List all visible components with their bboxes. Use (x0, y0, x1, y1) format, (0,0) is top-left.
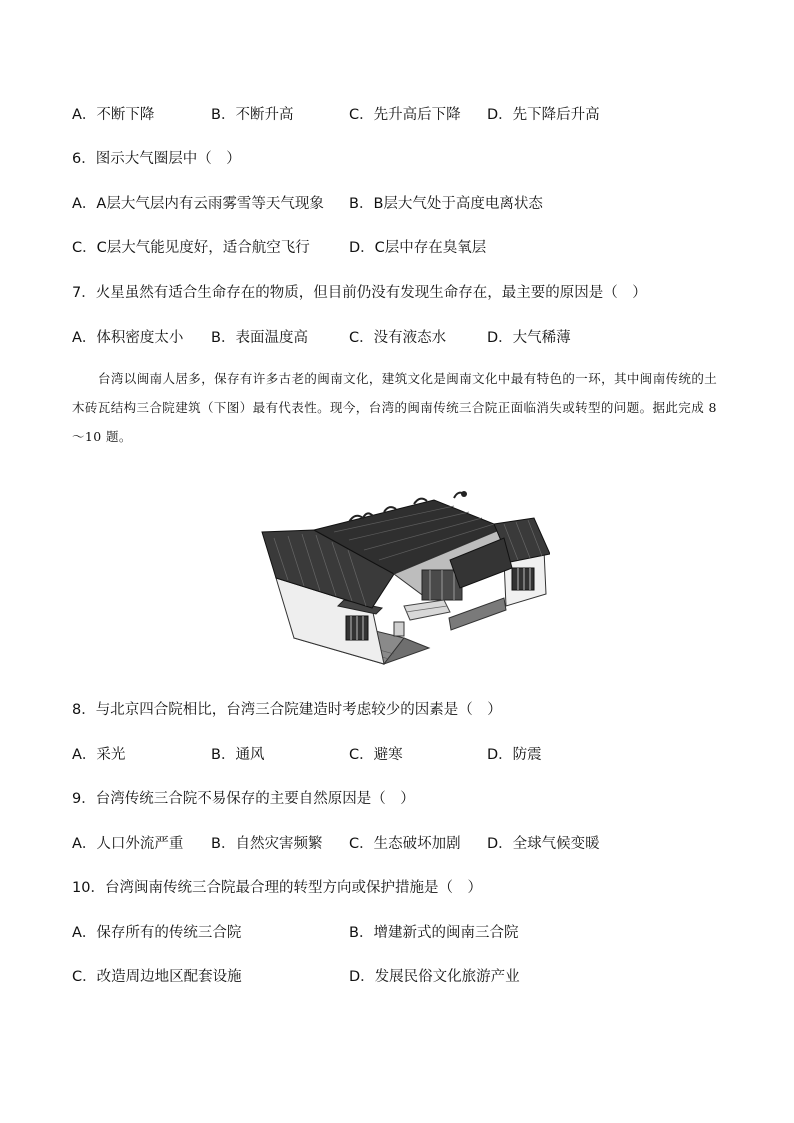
q8-stem: 8．与北京四合院相比，台湾三合院建造时考虑较少的因素是（ ） (72, 702, 502, 718)
sanheyuan-courtyard-house-icon (254, 488, 550, 666)
q7-option-c[interactable]: C．没有液态水 (349, 330, 447, 346)
q10-option-b[interactable]: B．增建新式的闽南三合院 (349, 925, 519, 941)
q6-option-b[interactable]: B．B层大气处于高度电离状态 (349, 196, 543, 212)
q7-option-b[interactable]: B．表面温度高 (211, 330, 308, 346)
q10-option-c[interactable]: C．改造周边地区配套设施 (72, 969, 242, 985)
q5-option-b[interactable]: B．不断升高 (211, 107, 294, 123)
q6-stem: 6．图示大气圈层中（ ） (72, 151, 241, 167)
q7-option-d[interactable]: D．大气稀薄 (487, 330, 571, 346)
q8-option-d[interactable]: D．防震 (487, 747, 542, 763)
q8-option-a[interactable]: A．采光 (72, 747, 126, 763)
q9-option-a[interactable]: A．人口外流严重 (72, 836, 184, 852)
q9-option-c[interactable]: C．生态破坏加剧 (349, 836, 461, 852)
q8-option-c[interactable]: C．避寒 (349, 747, 403, 763)
q5-option-c[interactable]: C．先升高后下降 (349, 107, 461, 123)
q8-option-b[interactable]: B．通风 (211, 747, 265, 763)
reading-passage: 台湾以闽南人居多，保存有许多古老的闽南文化，建筑文化是闽南文化中最有特色的一环，其中闽南传统的土木砖瓦结构三合院建筑（下图）最有代表性。现今，台湾的闽南传统三合院正面临消失或转型的问题。据此完成 8～10 题。 (72, 371, 718, 444)
q10-stem: 10．台湾闽南传统三合院最合理的转型方向或保护措施是（ ） (72, 880, 482, 896)
q6-option-c[interactable]: C．C层大气能见度好，适合航空飞行 (72, 240, 310, 256)
q10-option-d[interactable]: D．发展民俗文化旅游产业 (349, 969, 520, 985)
q6-option-d[interactable]: D．C层中存在臭氧层 (349, 240, 487, 256)
q5-option-a[interactable]: A．不断下降 (72, 107, 155, 123)
q6-option-a[interactable]: A．A层大气层内有云雨雾雪等天气现象 (72, 196, 324, 212)
q5-option-d[interactable]: D．先下降后升高 (487, 107, 600, 123)
q9-option-d[interactable]: D．全球气候变暖 (487, 836, 600, 852)
q9-stem: 9．台湾传统三合院不易保存的主要自然原因是（ ） (72, 791, 415, 807)
q7-stem: 7．火星虽然有适合生命存在的物质，但目前仍没有发现生命存在，最主要的原因是（ ） (72, 285, 647, 301)
q9-option-b[interactable]: B．自然灾害频繁 (211, 836, 323, 852)
q10-option-a[interactable]: A．保存所有的传统三合院 (72, 925, 242, 941)
q7-option-a[interactable]: A．体积密度太小 (72, 330, 184, 346)
